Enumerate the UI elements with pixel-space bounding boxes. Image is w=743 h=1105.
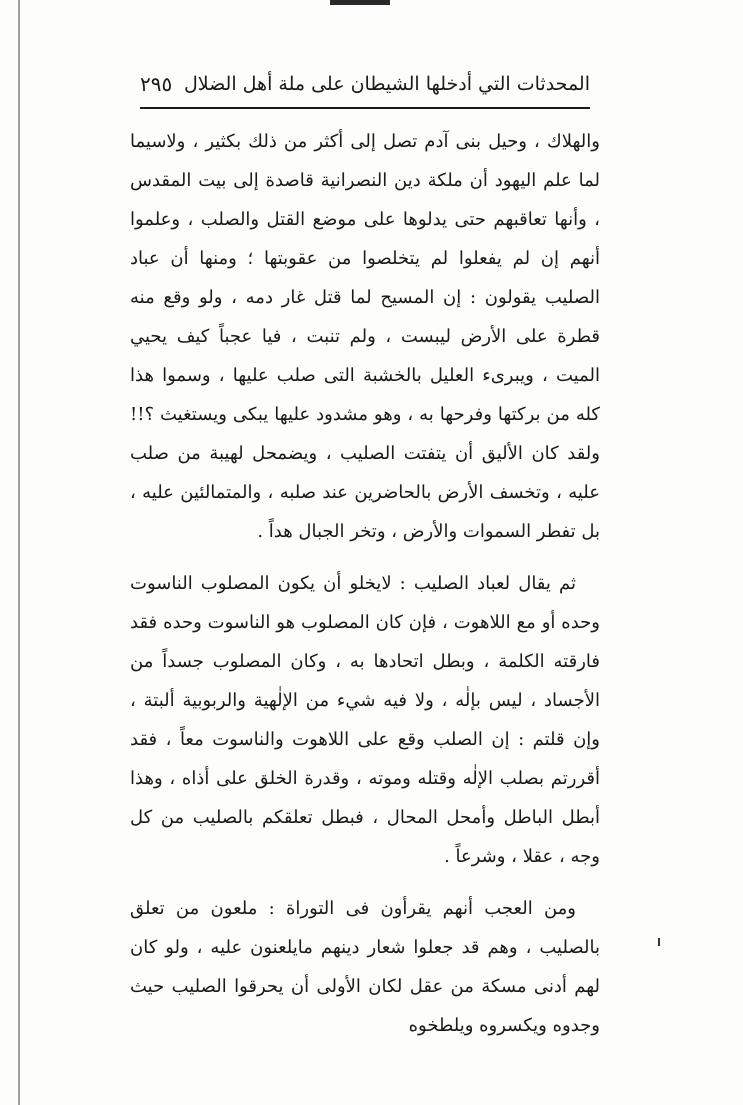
- top-edge-mark: [330, 0, 390, 5]
- paragraph: والهلاك ، وحيل بنى آدم تصل إلى أكثر من ذلك بكثير ، ولاسيما لما علم اليهود أن ملكة دين النصرانية قاصدة إلى بيت المقدس ، وأنها تعاقبهم حتى يدلوها على موضع القتل والصلب ، وعلموا أنهم إن لم يفعلوا لم يتخلصوا من عقوبتها ؛ ومنها أن عباد الصليب يقولون : إن المسيح لما قتل غار دمه ، ولو وقع منه قطرة على الأرض ليبست ، ولم تنبت ، فيا عجباً كيف يحيي الميت ، ويبرىء العليل بالخشبة التى صلب عليها ، وسموا هذا كله من بركتها وفرحها به ، وهو مشدود عليها يبكى ويستغيث ؟!! ولقد كان الأليق أن يتفتت الصليب ، ويضمحل لهيبة من صلب عليه ، وتخسف الأرض بالحاضرين عند صلبه ، والمتمالئين عليه ، بل تفطر السموات والأرض ، وتخر الجبال هداً .: [130, 131, 600, 542]
- body-text: [130, 122, 600, 1045]
- page-number: ٢٩٥: [140, 72, 173, 96]
- page-left-edge: [18, 0, 20, 1105]
- page-header: [140, 66, 590, 102]
- header-rule: [140, 107, 590, 109]
- running-title: المحدثات التي أدخلها الشيطان على ملة أهل الضلال: [183, 73, 590, 95]
- paragraph: ثم يقال لعباد الصليب : لايخلو أن يكون المصلوب الناسوت وحده أو مع اللاهوت ، فإن كان المصلوب هو الناسوت وحده فقد فارقته الكلمة ، وبطل اتحادها به ، وكان المصلوب جسداً من الأجساد ، ليس بإلٰه ، ولا فيه شيء من الإلٰهية والربوبية ألبتة ، وإن قلتم : إن الصلب وقع على اللاهوت والناسوت معاً ، فقد أقررتم بصلب الإلٰه وقتله وموته ، وقدرة الخلق على أذاه ، وهذا أبطل الباطل وأمحل المحال ، فبطل تعلقكم بالصليب من كل وجه ، عقلا ، وشرعاً .: [130, 573, 600, 867]
- margin-mark: [658, 938, 660, 946]
- paragraph: ومن العجب أنهم يقرأون فى التوراة : ملعون من تعلق بالصليب ، وهم قد جعلوا شعار دينهم مايلعنون عليه ، ولو كان لهم أدنى مسكة من عقل لكان الأولى أن يحرقوا الصليب حيث وجدوه ويكسروه ويلطخوه: [130, 898, 600, 1036]
